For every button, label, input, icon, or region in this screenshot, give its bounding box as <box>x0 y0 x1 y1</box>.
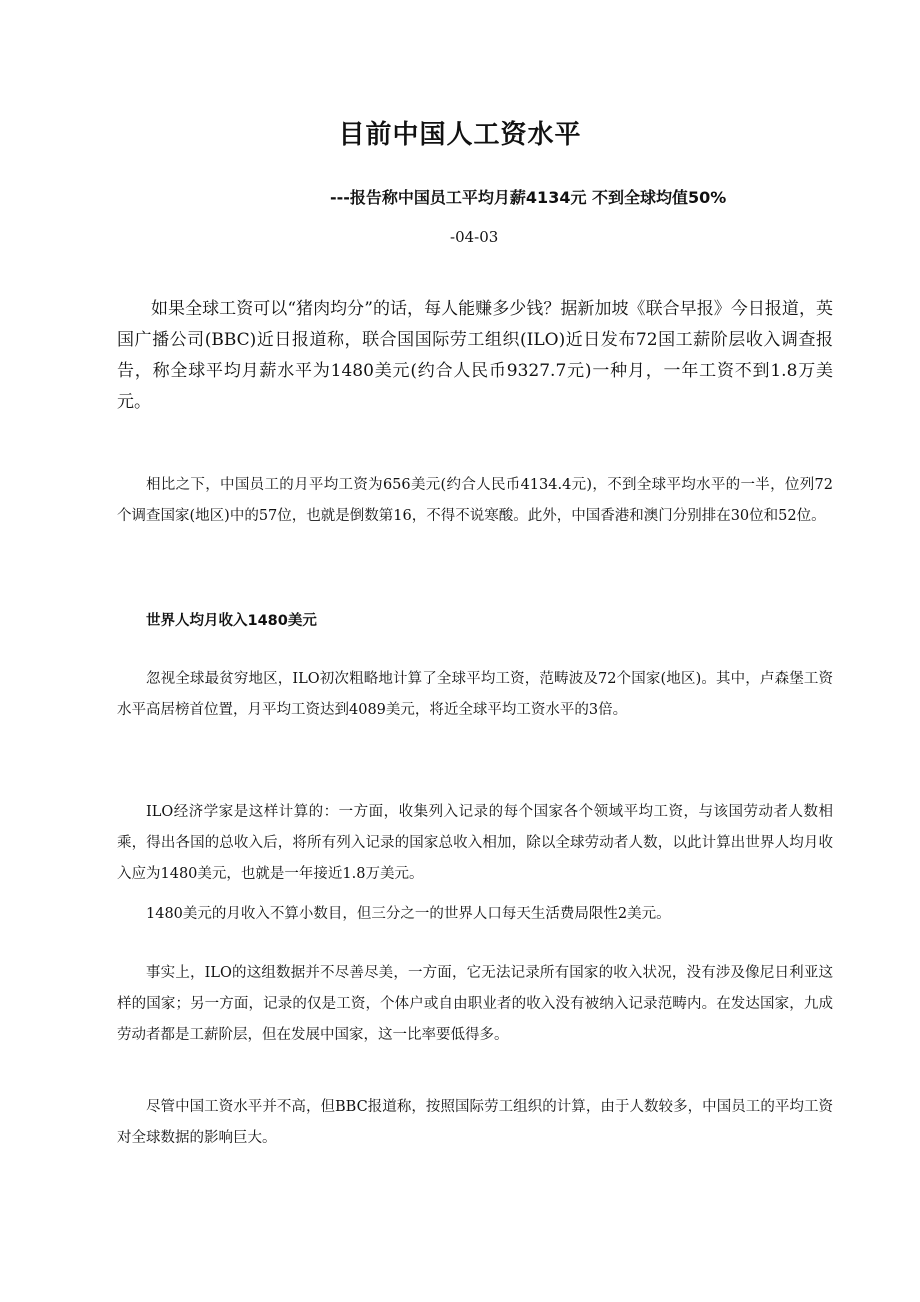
section-heading: 世界人均月收入1480美元 <box>146 613 317 629</box>
body-paragraph: 如果全球工资可以“猪肉均分”的话，每人能赚多少钱？据新加坡《联合早报》今日报道，英国广播公司(BBC)近日报道称，联合国国际劳工组织(ILO)近日发布72国工薪阶层收入调查报告，称全球平均月薪水平为1480美元(约合人民币9327.7元)一种月，一年工资不到1.8万美元。 <box>117 299 833 412</box>
body-paragraph: 忽视全球最贫穷地区，ILO初次粗略地计算了全球平均工资，范畴波及72个国家(地区)。其中，卢森堡工资水平高居榜首位置，月平均工资达到4089美元，将近全球平均工资水平的3倍。 <box>117 671 833 718</box>
body-paragraph: 事实上，ILO的这组数据并不尽善尽美，一方面，它无法记录所有国家的收入状况，没有涉及像尼日利亚这样的国家；另一方面，记录的仅是工资，个体户或自由职业者的收入没有被纳入记录范畴内。在发达国家，九成劳动者都是工薪阶层，但在发展中国家，这一比率要低得多。 <box>117 965 833 1043</box>
body-paragraph: 尽管中国工资水平并不高，但BBC报道称，按照国际劳工组织的计算，由于人数较多，中国员工的平均工资对全球数据的影响巨大。 <box>117 1099 833 1146</box>
publish-date: -04-03 <box>450 228 499 246</box>
body-paragraph: 1480美元的月收入不算小数目，但三分之一的世界人口每天生活费局限性2美元。 <box>146 906 671 922</box>
body-paragraph: 相比之下，中国员工的月平均工资为656美元(约合人民币4134.4元)，不到全球平均水平的一半，位列72个调查国家(地区)中的57位，也就是倒数第16，不得不说寒酸。此外，中国香港和澳门分别排在30位和52位。 <box>117 477 833 524</box>
body-paragraph: ILO经济学家是这样计算的：一方面，收集列入记录的每个国家各个领域平均工资，与该国劳动者人数相乘，得出各国的总收入后，将所有列入记录的国家总收入相加，除以全球劳动者人数，以此计算出世界人均月收入应为1480美元，也就是一年接近1.8万美元。 <box>117 804 833 882</box>
page-subtitle: ---报告称中国员工平均月薪4134元 不到全球均值50% <box>330 188 727 207</box>
page-title: 目前中国人工资水平 <box>338 120 582 150</box>
